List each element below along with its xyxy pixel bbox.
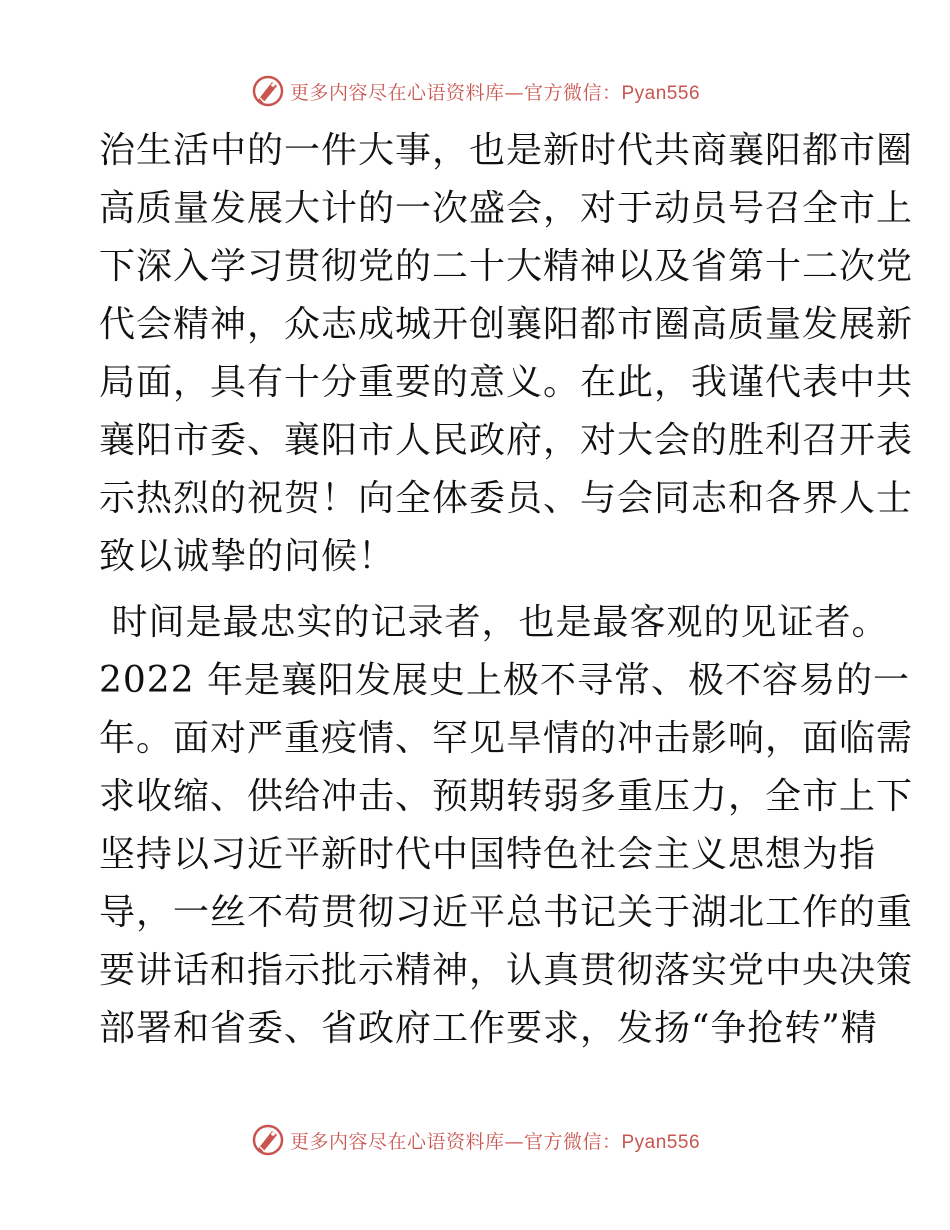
text-line: 部署和省委、省政府工作要求，发扬“争抢转”精	[99, 1008, 878, 1049]
watermark-wechat-id: Pyan556	[621, 82, 701, 104]
text-line: 示热烈的祝贺！向全体委员、与会同志和各界人士	[99, 478, 914, 519]
paragraph-1	[99, 122, 914, 586]
text-line: 治生活中的一件大事，也是新时代共商襄阳都市圈	[99, 130, 914, 171]
watermark-wechat-id: Pyan556	[621, 1131, 701, 1153]
watermark-dash: —	[504, 81, 524, 104]
text-line: 坚持以习近平新时代中国特色社会主义思想为指	[99, 834, 877, 875]
text-line: 下深入学习贯彻党的二十大精神以及省第十二次党	[99, 246, 914, 287]
text-line: 要讲话和指示批示精神，认真贯彻落实党中央决策	[99, 950, 914, 991]
text-line: 代会精神，众志成城开创襄阳都市圈高质量发展新	[99, 304, 914, 345]
watermark-text	[290, 1127, 700, 1154]
pen-nib-logo-icon	[250, 1122, 286, 1158]
text-line: 高质量发展大计的一次盛会，对于动员号召全市上	[99, 188, 914, 229]
text-line: 导，一丝不苟贯彻习近平总书记关于湖北工作的重	[99, 892, 914, 933]
watermark-title: 更多内容尽在心语资料库	[289, 1130, 505, 1153]
document-body	[99, 122, 914, 1058]
watermark-text	[290, 78, 700, 105]
header-watermark	[0, 71, 950, 111]
text-line: 局面，具有十分重要的意义。在此，我谨代表中共	[99, 362, 914, 403]
text-line: 2022 年是襄阳发展史上极不寻常、极不容易的一	[99, 660, 911, 701]
text-line: 襄阳市委、襄阳市人民政府，对大会的胜利召开表	[99, 420, 914, 461]
text-line: 年。面对严重疫情、罕见旱情的冲击影响，面临需	[99, 718, 914, 759]
text-line: 求收缩、供给冲击、预期转弱多重压力，全市上下	[99, 776, 914, 817]
paragraph-2	[99, 594, 914, 1058]
text-line: 致以诚挚的问候！	[99, 536, 396, 577]
pen-nib-logo-icon	[250, 73, 286, 109]
watermark-dash: —	[504, 1130, 524, 1153]
watermark-title: 更多内容尽在心语资料库	[289, 81, 505, 104]
watermark-label: 官方微信：	[523, 1130, 622, 1153]
watermark-label: 官方微信：	[523, 81, 622, 104]
text-line: 时间是最忠实的记录者，也是最客观的见证者。	[99, 602, 889, 643]
footer-watermark	[0, 1120, 950, 1160]
